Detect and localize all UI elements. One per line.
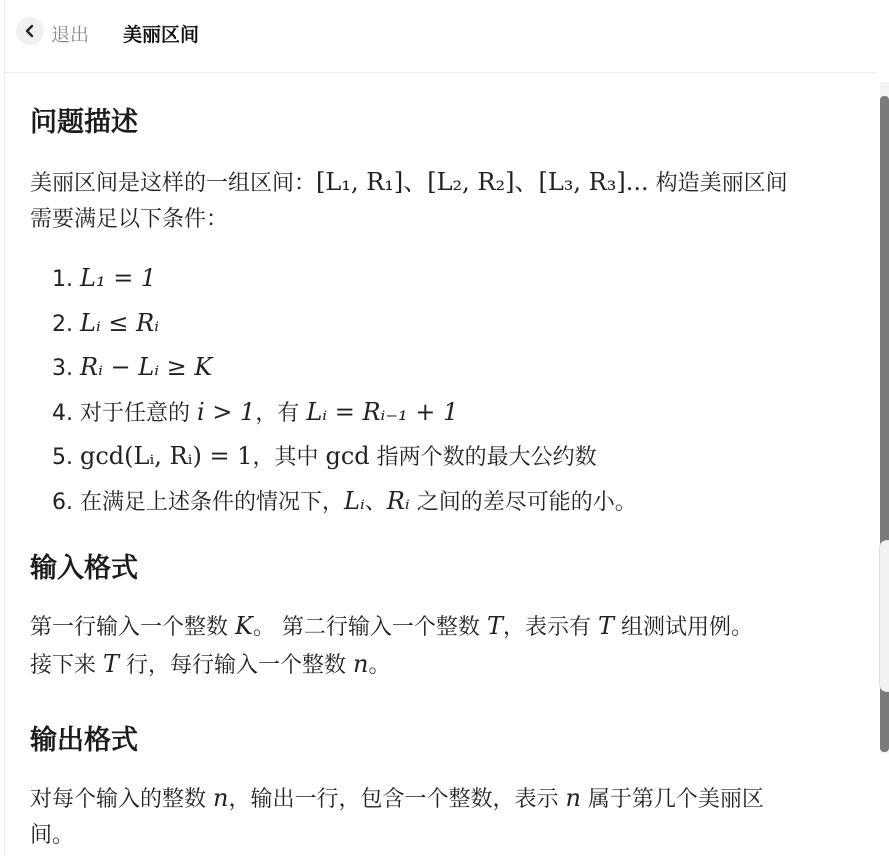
condition-math: Lᵢ ≤ Rᵢ xyxy=(80,308,160,337)
input-text: 。 第二行输入一个整数 xyxy=(252,615,487,640)
intro-math: [L₁, R₁]、[L₂, R₂]、[L₃, R₃]... xyxy=(316,168,649,196)
math-var-T: T xyxy=(103,650,120,678)
condition-math: Lᵢ xyxy=(344,486,365,515)
math-var-K: K xyxy=(235,612,253,640)
problem-intro xyxy=(30,164,850,238)
condition-math: L₁ = 1 xyxy=(80,264,157,292)
input-heading: 输入格式 xyxy=(30,553,138,584)
list-item xyxy=(80,391,637,436)
top-bar xyxy=(5,0,876,73)
math-var-n: n xyxy=(213,784,229,812)
list-item xyxy=(80,480,637,525)
side-panel-handle[interactable] xyxy=(879,540,889,692)
left-border xyxy=(4,0,5,856)
math-var-n: n xyxy=(353,650,369,678)
input-text: ，表示有 xyxy=(502,615,598,640)
exit-link[interactable]: 退出 xyxy=(51,24,90,46)
input-text: 第一行输入一个整数 xyxy=(30,615,235,640)
intro-text: 美丽区间是这样的一组区间： xyxy=(30,171,317,196)
output-text: ，输出一行，包含一个整数，表示 xyxy=(228,787,566,812)
input-text: 。 xyxy=(368,653,391,678)
condition-text: ，其中 xyxy=(252,445,326,470)
list-item xyxy=(80,302,637,347)
output-text: 属于第几个美丽区 xyxy=(580,787,764,812)
condition-text: 、 xyxy=(364,489,387,515)
input-text: 行，每行输入一个整数 xyxy=(119,653,354,678)
condition-math: gcd xyxy=(325,442,370,470)
page-title: 美丽区间 xyxy=(123,24,200,46)
condition-math: i > 1 xyxy=(197,397,256,426)
condition-text: 对于任意的 xyxy=(80,400,197,426)
condition-math: gcd(Lᵢ, Rᵢ) = 1 xyxy=(80,442,253,470)
input-description xyxy=(30,608,860,684)
condition-text: 在满足上述条件的情况下， xyxy=(80,489,345,515)
condition-math: Lᵢ = Rᵢ₋₁ + 1 xyxy=(306,397,459,426)
output-description xyxy=(30,780,850,854)
condition-text: ，有 xyxy=(255,400,307,426)
list-item xyxy=(80,435,637,480)
math-var-T: T xyxy=(486,612,503,640)
output-text: 对每个输入的整数 xyxy=(30,787,213,812)
math-var-T: T xyxy=(597,612,614,640)
problem-heading: 问题描述 xyxy=(30,107,138,138)
list-item xyxy=(80,346,637,391)
condition-text: 之间的差尽可能的小。 xyxy=(409,489,637,515)
intro-text-2: 构造美丽区间 xyxy=(648,171,788,196)
condition-math: Rᵢ − Lᵢ ≥ K xyxy=(80,353,213,381)
output-heading: 输出格式 xyxy=(30,725,138,756)
condition-text: 指两个数的最大公约数 xyxy=(369,445,597,470)
chevron-left-icon xyxy=(23,24,37,38)
list-item xyxy=(80,257,637,302)
condition-math: Rᵢ xyxy=(386,486,410,515)
conditions-list xyxy=(50,257,637,524)
back-button[interactable] xyxy=(16,17,44,45)
input-text: 接下来 xyxy=(30,653,103,678)
output-text: 间。 xyxy=(30,823,75,848)
input-text: 组测试用例。 xyxy=(613,615,753,640)
math-var-n: n xyxy=(565,784,581,812)
intro-text-3: 需要满足以下条件： xyxy=(30,207,229,232)
